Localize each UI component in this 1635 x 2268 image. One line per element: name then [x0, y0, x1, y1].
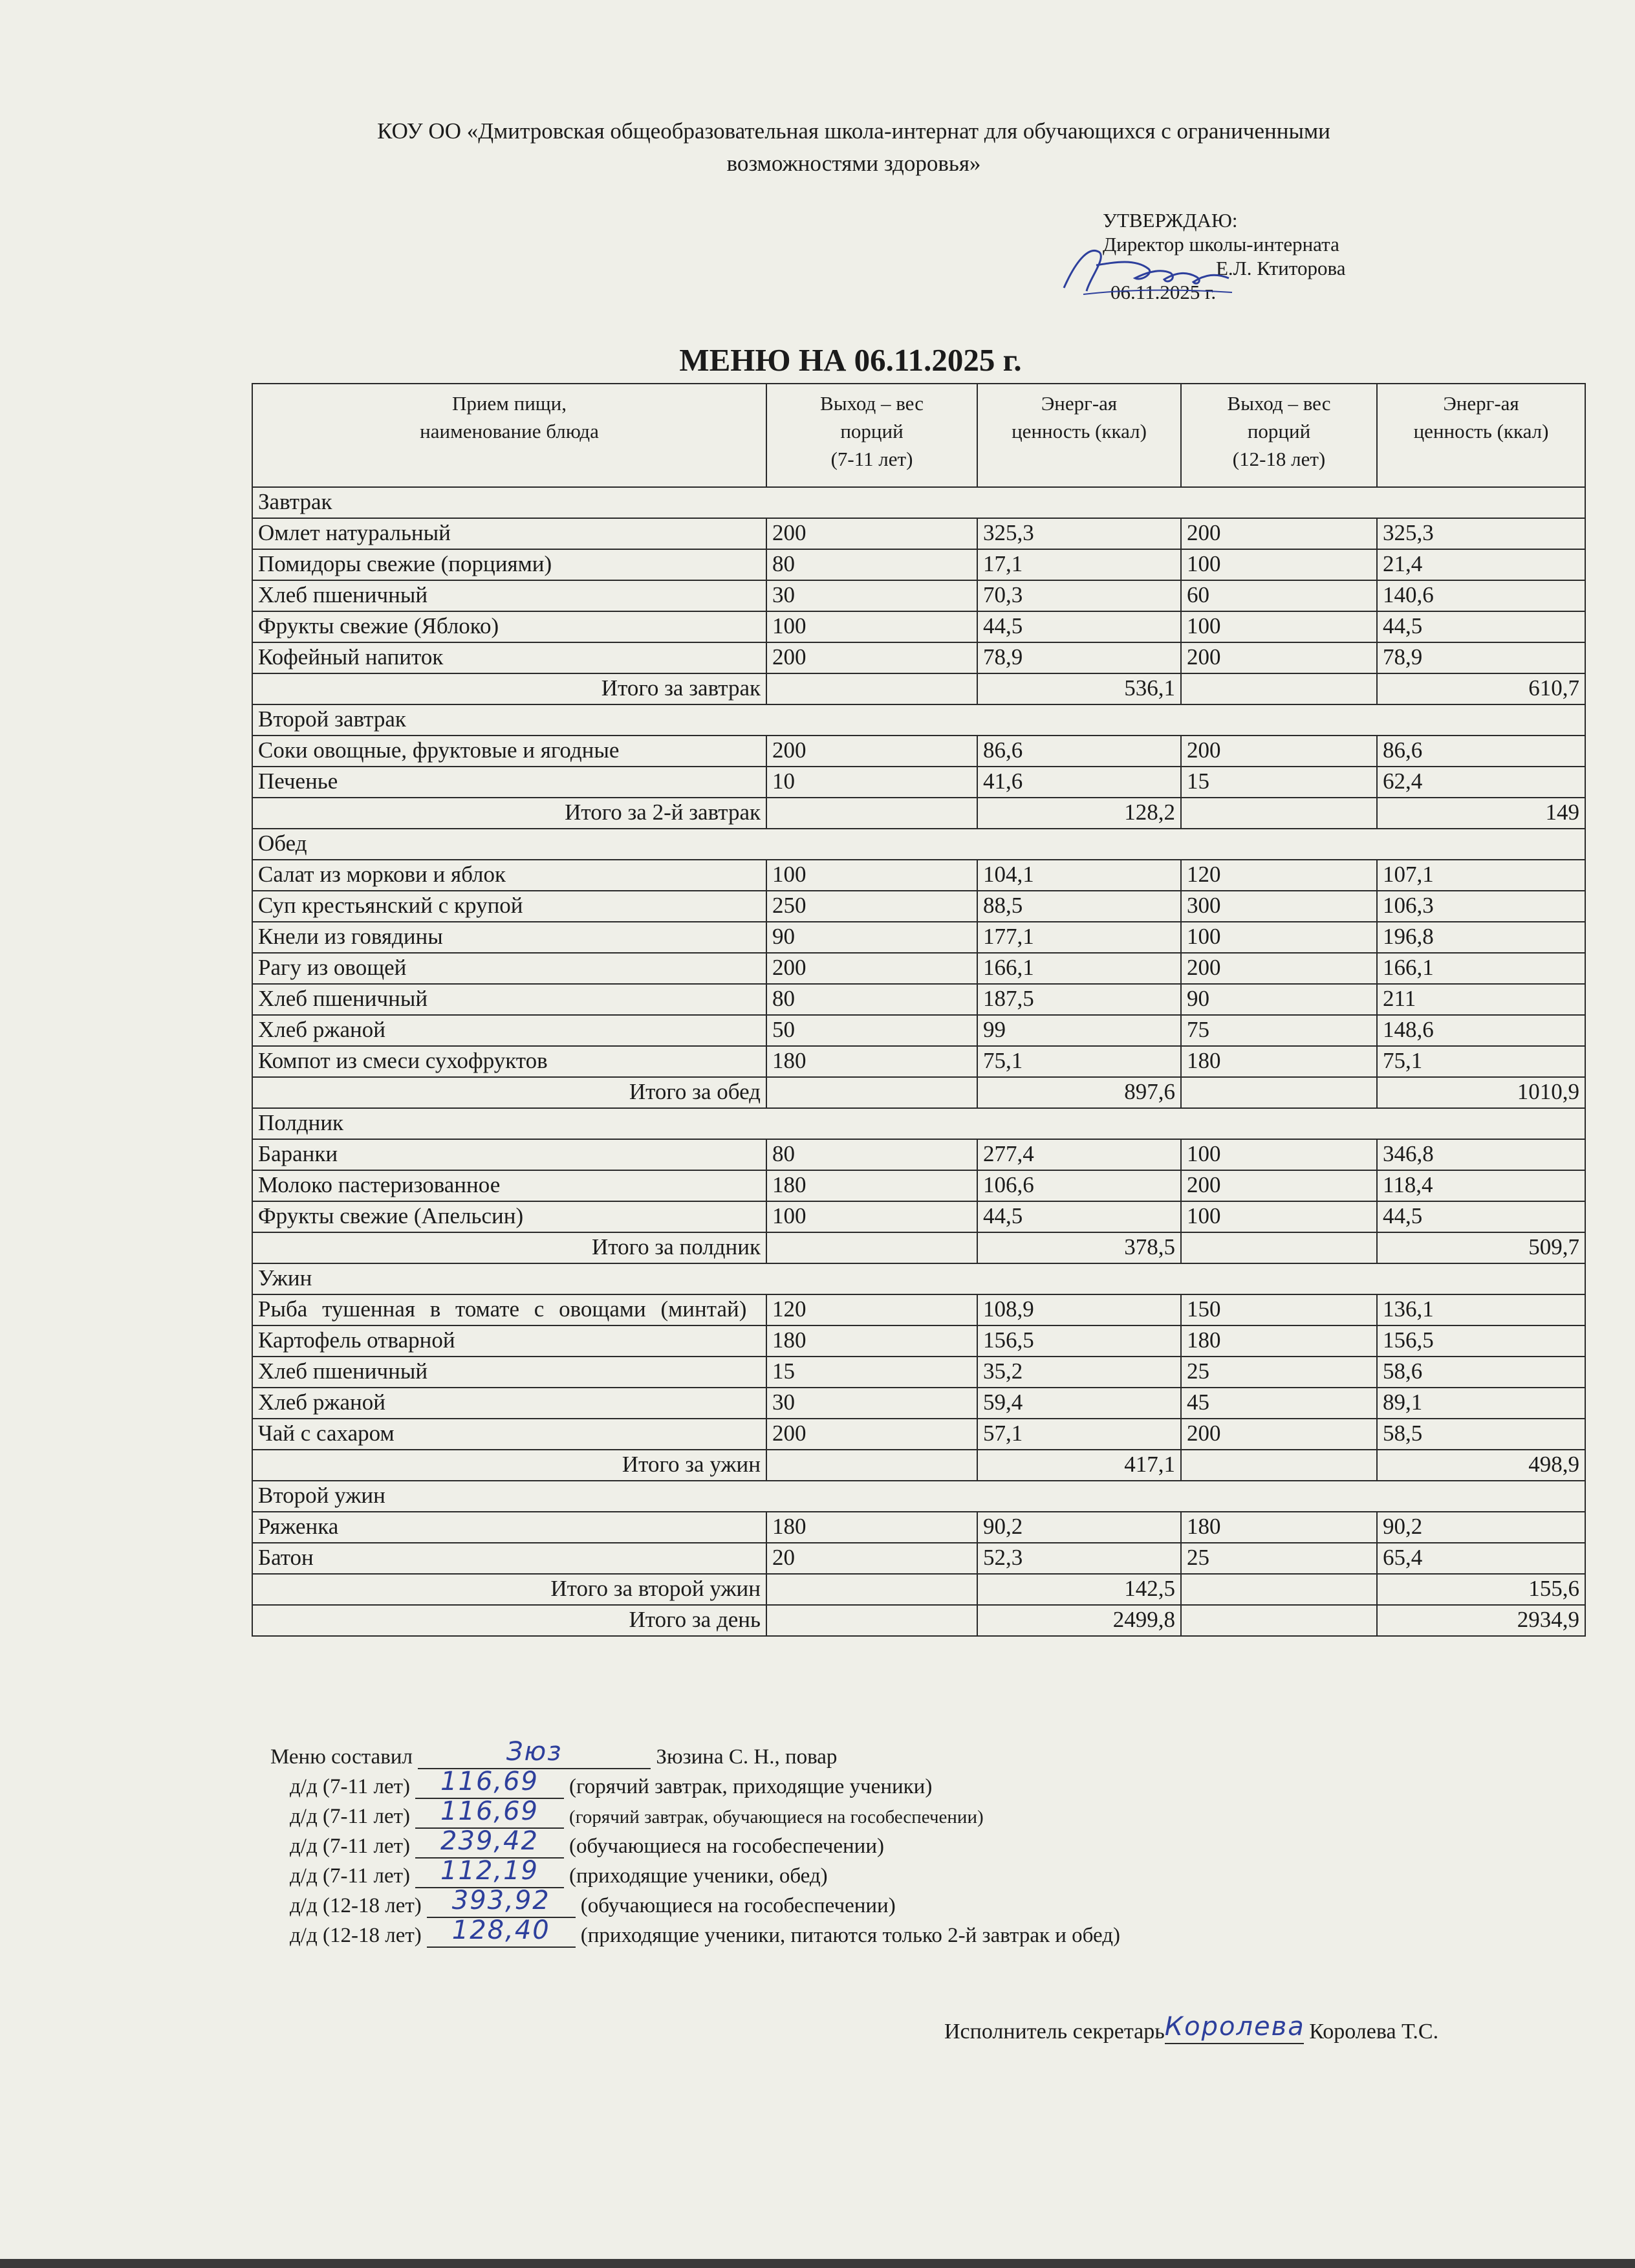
allowance-note: (обучающиеся на гособеспечении): [580, 1894, 896, 1917]
energy-12-18: 136,1: [1377, 1294, 1585, 1325]
allowance-value-line: [415, 1767, 564, 1799]
executor-prefix: Исполнитель секретарь: [944, 2020, 1165, 2044]
allowance-label: д/д (7-11 лет): [290, 1805, 411, 1828]
total-empty-cell: [1181, 1574, 1377, 1605]
header-weight-7-11-line3: (7-11 лет): [830, 448, 913, 470]
weight-12-18: 200: [1181, 953, 1377, 984]
table-row: [252, 984, 1585, 1015]
allowance-value-line: [427, 1915, 576, 1948]
weight-7-11: 180: [766, 1170, 977, 1201]
director-signature: [1057, 233, 1239, 304]
weight-12-18: 100: [1181, 611, 1377, 642]
dish-name: Омлет натуральный: [252, 518, 766, 549]
energy-12-18: 78,9: [1377, 642, 1585, 673]
energy-7-11: 325,3: [977, 518, 1181, 549]
total-7-11: 378,5: [977, 1232, 1181, 1263]
total-7-11: 897,6: [977, 1077, 1181, 1108]
weight-12-18: 150: [1181, 1294, 1377, 1325]
energy-12-18: 118,4: [1377, 1170, 1585, 1201]
composer-prefix: Меню составил: [270, 1745, 413, 1769]
weight-12-18: 90: [1181, 984, 1377, 1015]
approval-name: Е.Л. Ктиторова: [1216, 257, 1346, 279]
table-row: [252, 549, 1585, 580]
allowance-value: 112,19: [440, 1856, 539, 1886]
day-total-12-18: 2934,9: [1377, 1605, 1585, 1636]
dish-name: Кофейный напиток: [252, 642, 766, 673]
energy-12-18: 166,1: [1377, 953, 1585, 984]
dish-name: Печенье: [252, 767, 766, 798]
weight-12-18: 45: [1181, 1388, 1377, 1419]
weight-12-18: 120: [1181, 860, 1377, 891]
energy-12-18: 140,6: [1377, 580, 1585, 611]
total-row: [252, 1574, 1585, 1605]
table-row: [252, 736, 1585, 767]
total-empty-cell: [766, 1077, 977, 1108]
energy-12-18: 346,8: [1377, 1139, 1585, 1170]
weight-7-11: 80: [766, 984, 977, 1015]
weight-7-11: 80: [766, 1139, 977, 1170]
total-label: Итого за ужин: [252, 1450, 766, 1481]
energy-12-18: 62,4: [1377, 767, 1585, 798]
total-empty-cell: [766, 1605, 977, 1636]
energy-12-18: 148,6: [1377, 1015, 1585, 1046]
executor-signature-line: [1164, 2012, 1305, 2044]
energy-7-11: 17,1: [977, 549, 1181, 580]
weight-7-11: 100: [766, 611, 977, 642]
weight-12-18: 200: [1181, 1419, 1377, 1450]
dish-name: Хлеб пшеничный: [252, 1357, 766, 1388]
table-row: [252, 1170, 1585, 1201]
total-7-11: 417,1: [977, 1450, 1181, 1481]
weight-7-11: 200: [766, 1419, 977, 1450]
energy-12-18: 58,6: [1377, 1357, 1585, 1388]
energy-7-11: 187,5: [977, 984, 1181, 1015]
dish-name: Батон: [252, 1543, 766, 1574]
total-label: Итого за полдник: [252, 1232, 766, 1263]
executor-signature: Королева: [1164, 2012, 1305, 2042]
header-weight-12-18-line1: Выход – вес: [1227, 392, 1331, 415]
header-energy-12-18-line1: Энерг-ая: [1443, 392, 1519, 415]
dish-name: Ряженка: [252, 1512, 766, 1543]
section-row: [252, 487, 1585, 518]
table-row: [252, 953, 1585, 984]
allowance-value-line: [415, 1826, 564, 1859]
weight-12-18: 200: [1181, 736, 1377, 767]
allowance-note: (приходящие ученики, питаются только 2-й завтрак и обед): [580, 1924, 1120, 1947]
energy-12-18: 89,1: [1377, 1388, 1585, 1419]
weight-7-11: 50: [766, 1015, 977, 1046]
table-row: [252, 1015, 1585, 1046]
table-row: [252, 1419, 1585, 1450]
total-7-11: 128,2: [977, 798, 1181, 829]
energy-12-18: 156,5: [1377, 1325, 1585, 1357]
energy-7-11: 78,9: [977, 642, 1181, 673]
allowance-label: д/д (7-11 лет): [290, 1775, 411, 1798]
allowance-line: [290, 1796, 984, 1829]
weight-12-18: 25: [1181, 1543, 1377, 1574]
total-empty-cell: [1181, 1232, 1377, 1263]
weight-12-18: 100: [1181, 1139, 1377, 1170]
total-empty-cell: [766, 1450, 977, 1481]
dish-name: Рыба тушенная в томате с овощами (минтай): [252, 1294, 766, 1325]
allowance-line: [290, 1826, 884, 1859]
org-line-2: возможностями здоровья»: [726, 151, 981, 176]
approval-date: 06.11.2025 г.: [1110, 281, 1217, 303]
weight-7-11: 20: [766, 1543, 977, 1574]
header-weight-7-11-line2: порций: [840, 420, 904, 442]
weight-12-18: 200: [1181, 1170, 1377, 1201]
dish-name: Компот из смеси сухофруктов: [252, 1046, 766, 1077]
header-energy-7-11-line2: ценность (ккал): [1012, 420, 1147, 442]
energy-7-11: 44,5: [977, 611, 1181, 642]
header-dish-line2: наименование блюда: [420, 420, 599, 442]
dish-name: Рагу из овощей: [252, 953, 766, 984]
table-row: [252, 1046, 1585, 1077]
table-row: [252, 611, 1585, 642]
weight-7-11: 30: [766, 1388, 977, 1419]
allowance-note: (обучающиеся на гособеспечении): [569, 1835, 884, 1858]
total-row: [252, 798, 1585, 829]
header-dish: [252, 384, 766, 487]
energy-7-11: 166,1: [977, 953, 1181, 984]
energy-7-11: 41,6: [977, 767, 1181, 798]
allowance-value-line: [415, 1796, 564, 1829]
weight-7-11: 180: [766, 1512, 977, 1543]
weight-7-11: 250: [766, 891, 977, 922]
table-row: [252, 1512, 1585, 1543]
section-row: [252, 704, 1585, 736]
energy-12-18: 325,3: [1377, 518, 1585, 549]
energy-12-18: 211: [1377, 984, 1585, 1015]
approval-title: УТВЕРЖДАЮ:: [1103, 209, 1238, 232]
weight-12-18: 75: [1181, 1015, 1377, 1046]
dish-name: Молоко пастеризованное: [252, 1170, 766, 1201]
total-label: Итого за второй ужин: [252, 1574, 766, 1605]
scan-edge: [0, 2259, 1635, 2268]
dish-name: Чай с сахаром: [252, 1419, 766, 1450]
organization-header: [246, 115, 1462, 180]
section-row: [252, 1481, 1585, 1512]
total-12-18: 149: [1377, 798, 1585, 829]
table-row: [252, 860, 1585, 891]
energy-7-11: 57,1: [977, 1419, 1181, 1450]
weight-7-11: 90: [766, 922, 977, 953]
dish-name: Фрукты свежие (Яблоко): [252, 611, 766, 642]
energy-7-11: 44,5: [977, 1201, 1181, 1232]
section-name: Завтрак: [252, 487, 1585, 518]
total-12-18: 155,6: [1377, 1574, 1585, 1605]
composer-signature-line: [418, 1737, 651, 1769]
total-empty-cell: [1181, 1077, 1377, 1108]
section-name: Второй ужин: [252, 1481, 1585, 1512]
weight-7-11: 100: [766, 860, 977, 891]
section-name: Ужин: [252, 1263, 1585, 1294]
weight-12-18: 180: [1181, 1512, 1377, 1543]
allowance-value-line: [427, 1886, 576, 1918]
weight-7-11: 200: [766, 642, 977, 673]
weight-12-18: 180: [1181, 1046, 1377, 1077]
energy-7-11: 99: [977, 1015, 1181, 1046]
allowance-note: (горячий завтрак, обучающиеся на гособеспечении): [569, 1807, 984, 1827]
weight-12-18: 25: [1181, 1357, 1377, 1388]
energy-7-11: 88,5: [977, 891, 1181, 922]
section-name: Второй завтрак: [252, 704, 1585, 736]
composer-name: Зюзина С. Н., повар: [656, 1745, 838, 1769]
weight-7-11: 200: [766, 953, 977, 984]
dish-name: Кнели из говядины: [252, 922, 766, 953]
header-weight-12-18-line3: (12-18 лет): [1232, 448, 1326, 470]
table-row: [252, 642, 1585, 673]
total-12-18: 1010,9: [1377, 1077, 1585, 1108]
allowance-value: 239,42: [440, 1826, 539, 1856]
total-row: [252, 1232, 1585, 1263]
section-name: Полдник: [252, 1108, 1585, 1139]
weight-7-11: 10: [766, 767, 977, 798]
weight-7-11: 180: [766, 1325, 977, 1357]
weight-7-11: 180: [766, 1046, 977, 1077]
allowance-note: (приходящие ученики, обед): [569, 1864, 828, 1888]
weight-12-18: 100: [1181, 922, 1377, 953]
table-row: [252, 580, 1585, 611]
menu-table: [252, 383, 1586, 1637]
total-12-18: 610,7: [1377, 673, 1585, 704]
header-weight-12-18: [1181, 384, 1377, 487]
energy-7-11: 70,3: [977, 580, 1181, 611]
weight-12-18: 15: [1181, 767, 1377, 798]
total-empty-cell: [1181, 1450, 1377, 1481]
weight-12-18: 60: [1181, 580, 1377, 611]
dish-name: Картофель отварной: [252, 1325, 766, 1357]
weight-12-18: 300: [1181, 891, 1377, 922]
total-empty-cell: [766, 1574, 977, 1605]
org-line-1: КОУ ОО «Дмитровская общеобразовательная школа-интернат для обучающихся с ограниченными: [377, 118, 1330, 144]
allowance-label: д/д (7-11 лет): [290, 1835, 411, 1858]
section-name: Обед: [252, 829, 1585, 860]
executor-name: Королева Т.С.: [1309, 2020, 1439, 2044]
header-weight-7-11: [766, 384, 977, 487]
energy-12-18: 86,6: [1377, 736, 1585, 767]
total-7-11: 536,1: [977, 673, 1181, 704]
table-row: [252, 891, 1585, 922]
total-empty-cell: [766, 1232, 977, 1263]
allowance-label: д/д (12-18 лет): [290, 1894, 422, 1917]
energy-7-11: 177,1: [977, 922, 1181, 953]
energy-7-11: 156,5: [977, 1325, 1181, 1357]
weight-7-11: 30: [766, 580, 977, 611]
day-total-row: [252, 1605, 1585, 1636]
energy-12-18: 44,5: [1377, 1201, 1585, 1232]
energy-12-18: 196,8: [1377, 922, 1585, 953]
energy-12-18: 65,4: [1377, 1543, 1585, 1574]
total-label: Итого за обед: [252, 1077, 766, 1108]
table-row: [252, 1294, 1585, 1325]
total-12-18: 498,9: [1377, 1450, 1585, 1481]
executor-line: [944, 2012, 1439, 2044]
table-row: [252, 1357, 1585, 1388]
weight-12-18: 100: [1181, 1201, 1377, 1232]
energy-7-11: 277,4: [977, 1139, 1181, 1170]
allowance-value: 393,92: [451, 1886, 550, 1915]
weight-12-18: 180: [1181, 1325, 1377, 1357]
dish-name: Баранки: [252, 1139, 766, 1170]
energy-12-18: 106,3: [1377, 891, 1585, 922]
total-empty-cell: [766, 798, 977, 829]
total-empty-cell: [1181, 673, 1377, 704]
allowance-note: (горячий завтрак, приходящие ученики): [569, 1775, 933, 1798]
energy-12-18: 58,5: [1377, 1419, 1585, 1450]
total-7-11: 142,5: [977, 1574, 1181, 1605]
dish-name: Хлеб ржаной: [252, 1388, 766, 1419]
dish-name: Фрукты свежие (Апельсин): [252, 1201, 766, 1232]
energy-7-11: 90,2: [977, 1512, 1181, 1543]
energy-7-11: 104,1: [977, 860, 1181, 891]
dish-name: Суп крестьянский с крупой: [252, 891, 766, 922]
table-row: [252, 1201, 1585, 1232]
dish-name: Хлеб ржаной: [252, 1015, 766, 1046]
weight-7-11: 120: [766, 1294, 977, 1325]
allowance-label: д/д (12-18 лет): [290, 1924, 422, 1947]
table-row: [252, 518, 1585, 549]
energy-7-11: 75,1: [977, 1046, 1181, 1077]
table-row: [252, 1543, 1585, 1574]
weight-12-18: 200: [1181, 642, 1377, 673]
allowance-value-line: [415, 1856, 564, 1888]
allowance-label: д/д (7-11 лет): [290, 1864, 411, 1888]
approval-position: Директор школы-интерната: [1103, 233, 1339, 256]
weight-12-18: 100: [1181, 549, 1377, 580]
dish-name: Салат из моркови и яблок: [252, 860, 766, 891]
table-row: [252, 767, 1585, 798]
energy-7-11: 106,6: [977, 1170, 1181, 1201]
energy-7-11: 35,2: [977, 1357, 1181, 1388]
section-row: [252, 829, 1585, 860]
section-row: [252, 1108, 1585, 1139]
energy-12-18: 44,5: [1377, 611, 1585, 642]
header-energy-7-11-line1: Энерг-ая: [1041, 392, 1118, 415]
header-weight-12-18-line2: порций: [1247, 420, 1311, 442]
header-energy-7-11: [977, 384, 1181, 487]
weight-7-11: 15: [766, 1357, 977, 1388]
energy-12-18: 90,2: [1377, 1512, 1585, 1543]
table-row: [252, 1139, 1585, 1170]
table-row: [252, 922, 1585, 953]
energy-7-11: 59,4: [977, 1388, 1181, 1419]
table-row: [252, 1388, 1585, 1419]
energy-12-18: 75,1: [1377, 1046, 1585, 1077]
header-energy-12-18: [1377, 384, 1585, 487]
menu-title: МЕНЮ НА 06.11.2025 г.: [679, 342, 1022, 378]
table-header-row: [252, 384, 1585, 487]
total-row: [252, 1077, 1585, 1108]
weight-7-11: 200: [766, 518, 977, 549]
weight-7-11: 200: [766, 736, 977, 767]
day-total-7-11: 2499,8: [977, 1605, 1181, 1636]
dish-name: Хлеб пшеничный: [252, 580, 766, 611]
allowance-line: [290, 1886, 896, 1918]
weight-7-11: 80: [766, 549, 977, 580]
weight-7-11: 100: [766, 1201, 977, 1232]
allowance-value: 128,40: [451, 1915, 550, 1945]
energy-7-11: 108,9: [977, 1294, 1181, 1325]
composer-line: [270, 1737, 838, 1769]
total-label: Итого за 2-й завтрак: [252, 798, 766, 829]
total-12-18: 509,7: [1377, 1232, 1585, 1263]
composer-signature: Зюз: [506, 1737, 563, 1767]
section-row: [252, 1263, 1585, 1294]
total-empty-cell: [1181, 798, 1377, 829]
energy-12-18: 107,1: [1377, 860, 1585, 891]
dish-name: Хлеб пшеничный: [252, 984, 766, 1015]
allowance-line: [290, 1915, 1120, 1948]
header-weight-7-11-line1: Выход – вес: [820, 392, 924, 415]
weight-12-18: 200: [1181, 518, 1377, 549]
total-empty-cell: [1181, 1605, 1377, 1636]
energy-7-11: 86,6: [977, 736, 1181, 767]
energy-7-11: 52,3: [977, 1543, 1181, 1574]
total-row: [252, 673, 1585, 704]
allowance-line: [290, 1856, 828, 1888]
menu-table-body: [252, 487, 1585, 1636]
dish-name: Соки овощные, фруктовые и ягодные: [252, 736, 766, 767]
allowance-value: 116,69: [440, 1796, 539, 1826]
dish-name: Помидоры свежие (порциями): [252, 549, 766, 580]
energy-12-18: 21,4: [1377, 549, 1585, 580]
total-empty-cell: [766, 673, 977, 704]
table-row: [252, 1325, 1585, 1357]
total-label: Итого за завтрак: [252, 673, 766, 704]
day-total-label: Итого за день: [252, 1605, 766, 1636]
total-row: [252, 1450, 1585, 1481]
header-dish-line1: Прием пищи,: [452, 392, 567, 415]
allowance-line: [290, 1767, 933, 1799]
allowance-value: 116,69: [440, 1767, 539, 1796]
header-energy-12-18-line2: ценность (ккал): [1413, 420, 1549, 442]
